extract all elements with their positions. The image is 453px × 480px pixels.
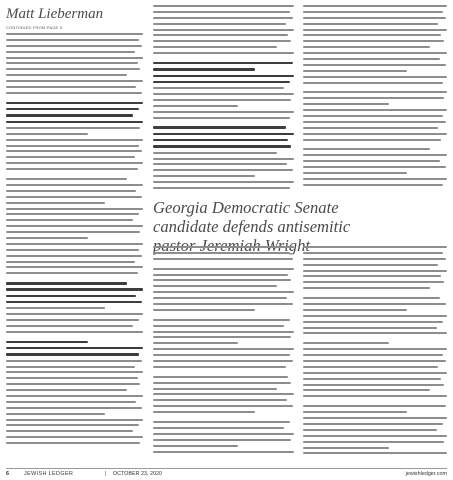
column-left (6, 5, 143, 448)
text-line (153, 52, 294, 54)
text-line (303, 264, 438, 266)
text-line (303, 452, 447, 454)
text-line (6, 331, 143, 333)
text-line (6, 57, 143, 59)
text-line (153, 354, 290, 356)
text-line (303, 23, 438, 25)
text-line (6, 288, 143, 290)
text-line (6, 272, 138, 274)
text-line (303, 429, 437, 431)
text-line (303, 246, 447, 248)
text-line (153, 393, 294, 395)
text-line (6, 383, 140, 385)
text-line (6, 86, 136, 88)
text-line (303, 34, 441, 36)
text-line (6, 395, 143, 397)
text-line (153, 158, 294, 160)
text-line (153, 336, 291, 338)
text-line (6, 184, 143, 186)
text-line (153, 331, 294, 333)
text-line (153, 111, 294, 113)
text-line (6, 419, 143, 421)
text-line (303, 360, 446, 362)
text-line (303, 58, 440, 60)
text-line (153, 285, 277, 287)
text-line (153, 93, 294, 95)
text-line (153, 348, 294, 350)
text-line (303, 121, 446, 123)
column-middle-top (153, 5, 294, 193)
text-line (153, 81, 290, 83)
text-line (6, 319, 139, 321)
text-line (303, 303, 446, 305)
text-line (6, 108, 139, 110)
text-line (303, 441, 444, 443)
text-line (6, 295, 136, 297)
text-line (303, 281, 444, 283)
publication-name: JEWISH LEDGER (24, 471, 74, 477)
text-line (303, 405, 446, 407)
text-line (153, 303, 293, 305)
column-middle-top-body (153, 5, 294, 189)
text-line (6, 366, 135, 368)
text-line (6, 243, 143, 245)
text-line (303, 148, 430, 150)
issue-date: OCTOBER 23, 2020 (113, 471, 163, 477)
text-line (303, 29, 447, 31)
text-line (153, 246, 294, 248)
text-line (153, 325, 284, 327)
text-line (303, 52, 447, 54)
text-line (153, 445, 238, 447)
text-line (303, 309, 407, 311)
text-line (303, 103, 389, 105)
text-line (303, 178, 447, 180)
text-line (153, 309, 255, 311)
text-line (153, 40, 291, 42)
text-line (303, 275, 441, 277)
text-line (303, 82, 443, 84)
text-line (153, 274, 288, 276)
text-line (6, 436, 143, 438)
text-line (153, 439, 291, 441)
page-footer (0, 468, 453, 480)
text-line (6, 377, 138, 379)
text-line (303, 411, 407, 413)
text-line (153, 279, 291, 281)
text-line (153, 342, 238, 344)
text-line (6, 121, 143, 123)
text-line (6, 360, 142, 362)
text-line (303, 46, 430, 48)
text-line (153, 29, 294, 31)
article-body-right (303, 246, 447, 458)
text-line (303, 76, 447, 78)
text-line (6, 139, 143, 141)
text-line (303, 315, 447, 317)
text-line (6, 33, 143, 35)
text-line (153, 388, 277, 390)
text-line (153, 11, 290, 13)
page-number: 6 (6, 471, 9, 477)
text-line (6, 114, 133, 116)
text-line (6, 424, 139, 426)
text-line (6, 401, 136, 403)
text-line (6, 353, 139, 355)
text-line (6, 178, 127, 180)
text-line (6, 261, 135, 263)
text-line (153, 360, 293, 362)
text-line (153, 319, 290, 321)
text-line (303, 321, 443, 323)
text-line (6, 430, 133, 432)
text-line (303, 395, 447, 397)
text-line (303, 258, 446, 260)
text-line (6, 168, 138, 170)
author-byline: Matt Lieberman (6, 6, 104, 22)
website: jewishledger.com (405, 471, 447, 477)
text-line (303, 417, 447, 419)
text-line (153, 105, 238, 107)
text-line (6, 313, 143, 315)
text-line (153, 297, 287, 299)
text-line (6, 202, 105, 204)
text-line (303, 372, 447, 374)
text-line (303, 115, 443, 117)
text-line (6, 156, 135, 158)
text-line (6, 196, 142, 198)
text-line (6, 219, 133, 221)
text-line (6, 80, 143, 82)
text-line (303, 348, 447, 350)
text-line (153, 268, 294, 270)
text-line (6, 68, 140, 70)
text-line (153, 175, 255, 177)
text-line (6, 208, 143, 210)
text-line (6, 213, 139, 215)
text-line (6, 371, 143, 373)
text-line (153, 145, 291, 147)
text-line (153, 152, 277, 154)
article-body-left (153, 246, 294, 456)
text-line (303, 40, 444, 42)
text-line (6, 145, 139, 147)
text-line (303, 423, 443, 425)
text-line (153, 5, 294, 7)
text-line (303, 435, 447, 437)
column-right-top (303, 5, 447, 190)
text-line (153, 366, 286, 368)
text-line (303, 447, 389, 449)
text-line (6, 133, 88, 135)
text-line (153, 99, 291, 101)
text-line (303, 64, 446, 66)
text-line (303, 133, 447, 135)
text-line (6, 162, 143, 164)
text-line (303, 378, 441, 380)
text-line (303, 97, 444, 99)
text-line (6, 92, 142, 94)
text-line (6, 282, 127, 284)
text-line (153, 139, 288, 141)
text-line (6, 407, 142, 409)
text-line (153, 382, 291, 384)
text-line (6, 389, 127, 391)
text-line (153, 291, 294, 293)
text-line (153, 405, 293, 407)
text-line (6, 39, 139, 41)
text-line (153, 126, 286, 128)
text-line (303, 17, 446, 19)
text-line (153, 181, 294, 183)
headline-line: candidate defends antisemitic (153, 217, 351, 236)
text-line (153, 187, 290, 189)
text-line (303, 172, 407, 174)
text-line (6, 341, 88, 343)
continued-note: CONTINUED FROM PAGE 5 (6, 25, 63, 30)
text-line (6, 249, 139, 251)
footer-separator: | (105, 471, 107, 477)
text-line (153, 17, 293, 19)
text-line (153, 68, 255, 70)
text-line (153, 451, 294, 453)
text-line (153, 34, 288, 36)
text-line (6, 102, 143, 104)
text-line (6, 150, 142, 152)
text-line (153, 62, 293, 64)
text-line (303, 327, 437, 329)
text-line (303, 70, 407, 72)
text-line (303, 297, 440, 299)
text-line (6, 255, 142, 257)
column-left-body (6, 33, 143, 444)
text-line (6, 301, 142, 303)
text-line (303, 342, 389, 344)
text-line (303, 354, 443, 356)
text-line (6, 45, 142, 47)
text-line (303, 384, 444, 386)
column-right-top-body (303, 5, 447, 186)
text-line (303, 91, 447, 93)
text-line (153, 258, 293, 260)
text-line (6, 413, 105, 415)
text-line (6, 442, 140, 444)
text-line (6, 74, 127, 76)
text-line (6, 225, 143, 227)
footer-rule (6, 468, 447, 469)
text-line (6, 62, 138, 64)
text-line (303, 270, 447, 272)
text-line (6, 237, 88, 239)
text-line (153, 399, 287, 401)
text-line (153, 376, 288, 378)
text-line (153, 163, 287, 165)
text-line (303, 127, 438, 129)
text-line (6, 231, 140, 233)
text-line (303, 154, 447, 156)
text-line (303, 166, 446, 168)
text-line (303, 252, 443, 254)
text-line (153, 411, 255, 413)
text-line (6, 325, 133, 327)
text-line (303, 366, 438, 368)
text-line (303, 332, 447, 334)
text-line (6, 307, 105, 309)
text-line (6, 266, 143, 268)
text-line (303, 389, 430, 391)
text-line (153, 169, 293, 171)
text-line (303, 160, 440, 162)
text-line (6, 51, 135, 53)
text-line (153, 46, 277, 48)
text-line (6, 347, 143, 349)
text-line (6, 190, 136, 192)
text-line (153, 23, 286, 25)
text-line (303, 109, 447, 111)
text-line (303, 11, 443, 13)
text-line (6, 127, 140, 129)
text-line (153, 252, 290, 254)
headline-line: Georgia Democratic Senate (153, 198, 339, 217)
text-line (303, 184, 443, 186)
text-line (153, 75, 294, 77)
text-line (153, 117, 290, 119)
text-line (153, 133, 294, 135)
text-line (303, 287, 430, 289)
text-line (153, 421, 290, 423)
text-line (303, 139, 441, 141)
text-line (153, 87, 284, 89)
text-line (153, 433, 294, 435)
text-line (303, 5, 447, 7)
text-line (153, 427, 284, 429)
